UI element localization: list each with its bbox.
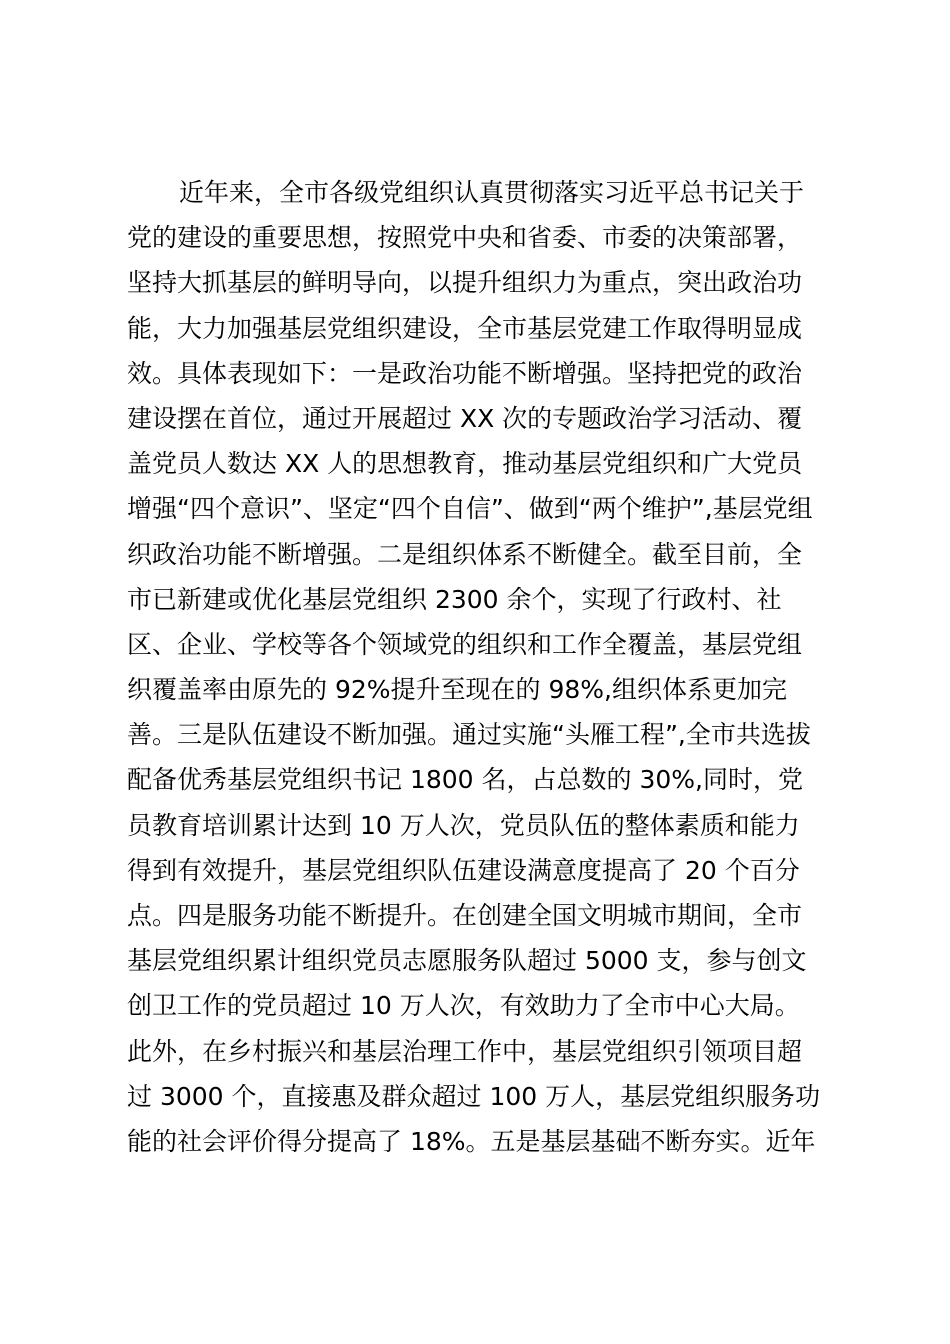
paragraph-line: 点。四是服务功能不断提升。在创建全国文明城市期间，全市 [127,901,803,930]
paragraph-line: 盖党员人数达 XX 人的思想教育，推动基层党组织和广大党员 [127,449,803,479]
paragraph-line: 配备优秀基层党组织书记 1800 名，占总数的 30%,同时，党 [127,765,803,795]
paragraph-line: 基层党组织累计组织党员志愿服务队超过 5000 支，参与创文 [127,946,807,976]
paragraph-line: 织覆盖率由原先的 92%提升至现在的 98%,组织体系更加完 [127,675,787,705]
paragraph-line: 过 3000 个，直接惠及群众超过 100 万人，基层党组织服务功 [127,1081,821,1111]
paragraph-line: 织政治功能不断增强。二是组织体系不断健全。截至目前，全 [127,539,803,569]
paragraph-line: 得到有效提升，基层党组织队伍建设满意度提高了 20 个百分 [127,855,800,885]
paragraph-line: 创卫工作的党员超过 10 万人次，有效助力了全市中心大局。 [127,991,800,1021]
paragraph-line: 此外，在乡村振兴和基层治理工作中，基层党组织引领项目超 [127,1036,803,1066]
paragraph-line: 效。具体表现如下：一是政治功能不断增强。坚持把党的政治 [127,358,803,388]
body-paragraph [127,170,827,1164]
paragraph-line: 党的建设的重要思想，按照党中央和省委、市委的决策部署， [127,223,803,253]
paragraph-line: 市已新建或优化基层党组织 2300 余个，实现了行政村、社 [127,584,782,614]
paragraph-line: 建设摆在首位，通过开展超过 XX 次的专题政治学习活动、覆 [127,403,803,433]
paragraph-line: 坚持大抓基层的鲜明导向，以提升组织力为重点，突出政治功 [127,268,803,298]
paragraph-line: 善。三是队伍建设不断加强。通过实施“头雁工程”,全市共选拔 [127,720,811,750]
paragraph-line: 区、企业、学校等各个领域党的组织和工作全覆盖，基层党组 [127,629,803,659]
paragraph-line: 近年来，全市各级党组织认真贯彻落实习近平总书记关于 [179,178,805,207]
paragraph-line: 员教育培训累计达到 10 万人次，党员队伍的整体素质和能力 [127,810,800,840]
paragraph-line: 增强“四个意识”、坚定“四个自信”、做到“两个维护”,基层党组 [127,494,813,524]
paragraph-line: 能，大力加强基层党组织建设，全市基层党建工作取得明显成 [127,313,803,343]
paragraph-line: 能的社会评价得分提高了 18%。五是基层基础不断夯实。近年 [127,1126,816,1156]
